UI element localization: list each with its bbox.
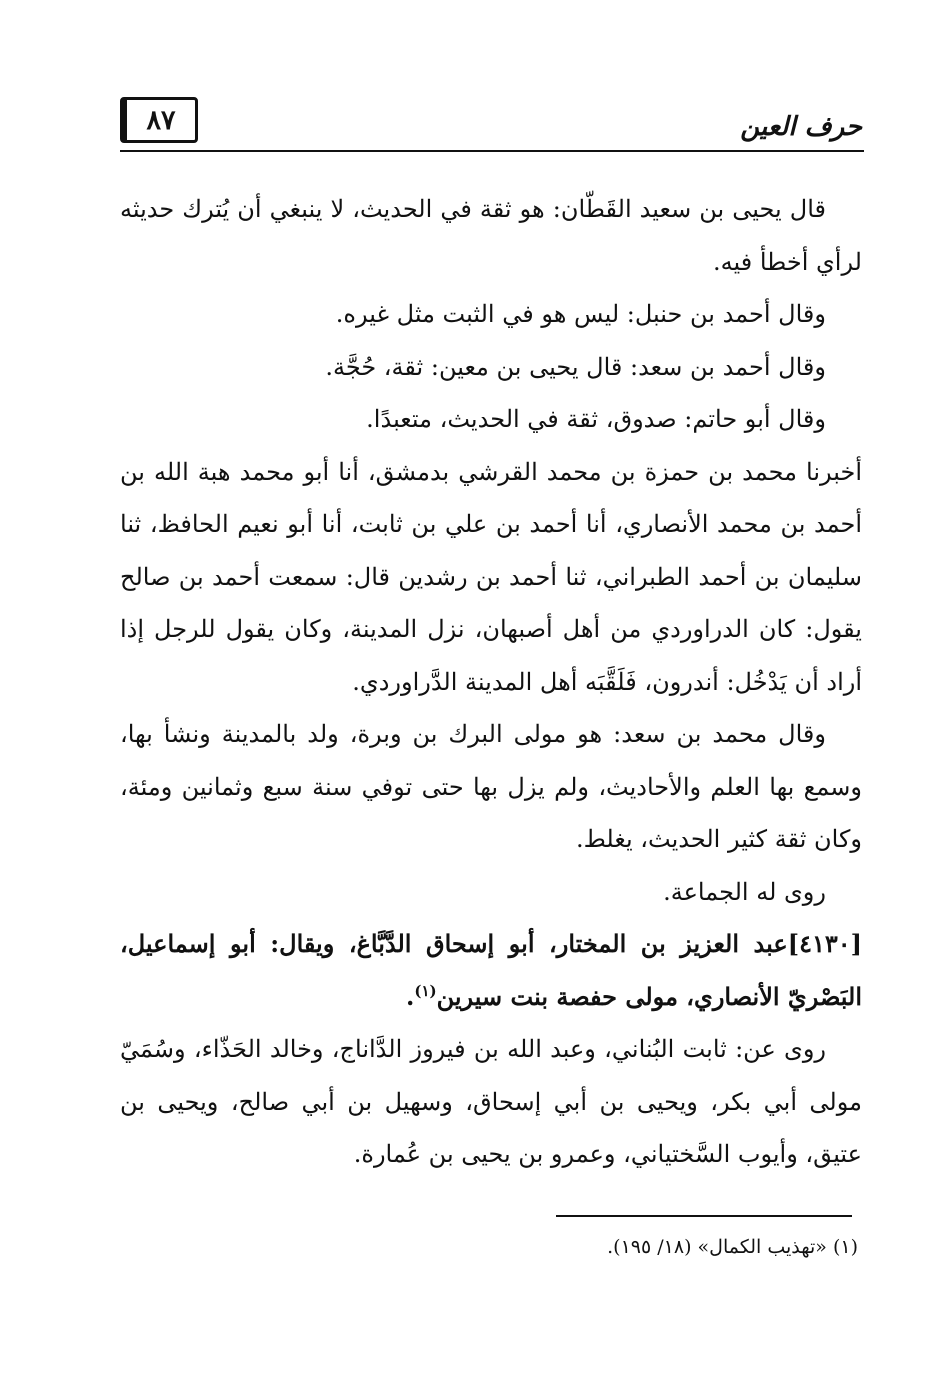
entry-heading (120, 918, 862, 1023)
running-head: حرف العين (740, 112, 862, 142)
header-rule (120, 150, 864, 152)
paragraph: وقال أحمد بن سعد: قال يحيى بن معين: ثقة، حُجَّة. (325, 352, 826, 381)
paragraph: وقال محمد بن سعد: هو مولى البرك بن وبرة، ولد بالمدينة ونشأ بها، وسمع بها العلم والأحاديث، ولم يزل بها حتى توفي سنة سبع وثمانين ومئة، وكان ثقة كثير الحديث، يغلط. (120, 720, 862, 853)
entry-number: [٤١٣٠] (787, 929, 862, 958)
page-number-box (120, 97, 198, 143)
paragraph: روى له الجماعة. (663, 877, 826, 906)
paragraph: أخبرنا محمد بن حمزة بن محمد القرشي بدمشق، أنا أبو محمد هبة الله بن أحمد بن محمد الأنصاري، أنا أحمد بن علي بن ثابت، أنا أبو نعيم الحافظ، ثنا سليمان بن أحمد الطبراني، ثنا أحمد بن رشدين قال: سمعت أحمد بن صالح يقول: كان الدراوردي من أهل أصبهان، نزل المدينة، وكان يقول للرجل إذا أراد أن يَدْخُل: أندرون، فَلَقَّبَه أهل المدينة الدَّراوردي. (120, 457, 862, 696)
footnote-rule (556, 1215, 852, 1217)
footnote-marker: (١) (414, 981, 437, 1000)
paragraph: روى عن: ثابت البُناني، وعبد الله بن فيروز الدَّاناج، وخالد الحَذّاء، وسُمَيّ مولى أبي بكر، ويحيى بن أبي إسحاق، وسهيل بن أبي صالح، ويحيى بن عتيق، وأيوب السَّختياني، وعمرو بن يحيى بن عُمارة. (120, 1035, 862, 1168)
entry-heading-end: . (405, 981, 415, 1011)
paragraph: وقال أبو حاتم: صدوق، ثقة في الحديث، متعبدًا. (366, 405, 826, 433)
body-text (120, 183, 862, 1181)
paragraph: وقال أحمد بن حنبل: ليس هو في الثبت مثل غيره. (335, 300, 826, 328)
page-number: ٨٧ (146, 104, 176, 136)
footnote: (١) «تهذيب الكمال» (١٨/ ١٩٥). (607, 1236, 858, 1258)
paragraph: قال يحيى بن سعيد القَطّان: هو ثقة في الحديث، لا ينبغي أن يُترك حديثه لرأي أخطأ فيه. (120, 195, 862, 276)
entry-heading-text: عبد العزيز بن المختار، أبو إسحاق الدَّبَّاغ، ويقال: أبو إسماعيل، البَصْريّ الأنصاري، مولى حفصة بنت سيرين (120, 929, 862, 1011)
